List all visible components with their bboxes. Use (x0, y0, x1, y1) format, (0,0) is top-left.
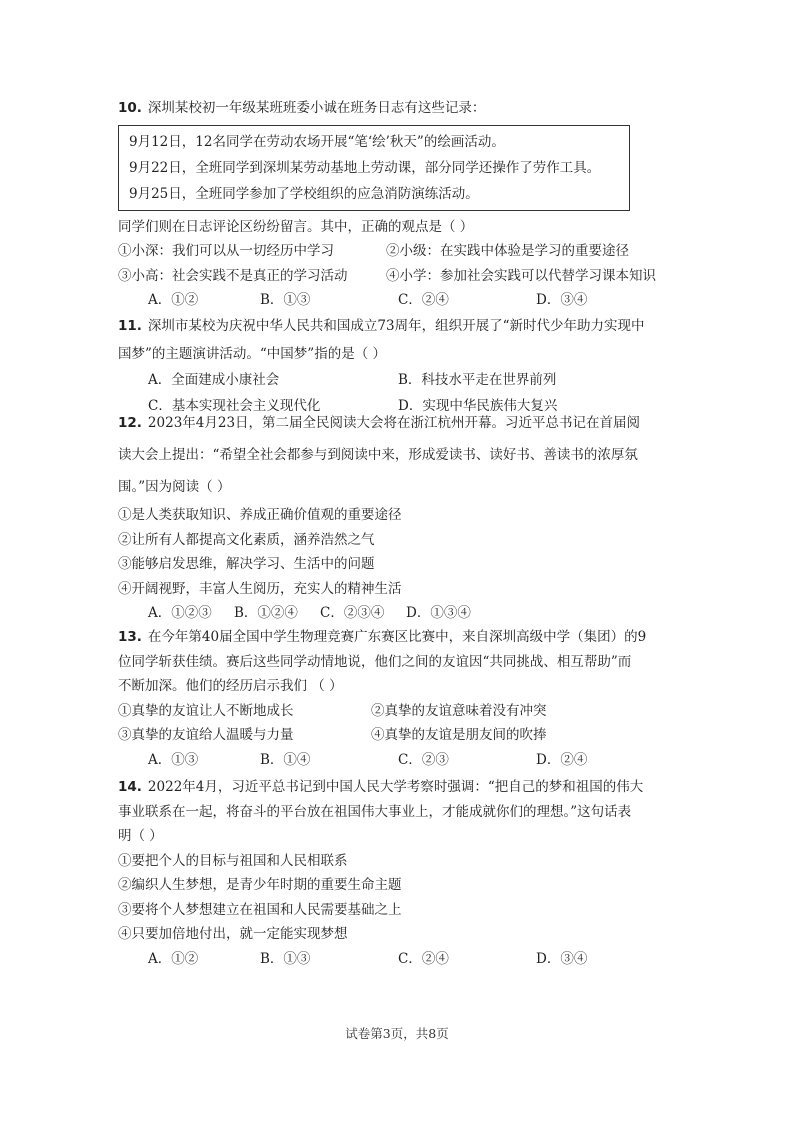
statement: ②真挚的友谊意味着没有冲突 (371, 702, 547, 719)
option-b: B．科技水平走在世界前列 (398, 371, 557, 388)
statement: ①小深：我们可以从一切经历中学习 (118, 243, 334, 259)
statement: ④开阔视野，丰富人生阅历，充实人的精神生活 (118, 580, 402, 597)
option-d: D．③④ (536, 292, 588, 308)
option-c: C．②③④ (320, 605, 385, 621)
question-number: 11. (118, 318, 142, 334)
statement: ④真挚的友谊是朋友间的吹捧 (371, 727, 547, 743)
question-stem: 深圳某校初一年级某班班委小诚在班务日志有这些记录： (147, 100, 486, 116)
statement: ②小级：在实践中体验是学习的重要途径 (386, 243, 629, 259)
question-stem: 明（ ） (118, 828, 163, 844)
answer-options (118, 288, 678, 313)
option-c: C．②④ (398, 292, 449, 308)
option-d: D．①③④ (406, 605, 471, 621)
option-a: A．全面建成小康社会 (148, 371, 280, 388)
answer-options (118, 748, 678, 773)
statement: ②编织人生梦想，是青少年时期的重要生命主题 (118, 877, 402, 893)
question-stem: 事业联系在一起，将奋斗的平台放在祖国伟大事业上，才能成就你们的理想。”这句话表 (118, 803, 632, 820)
question-stem: 在今年第40届全国中学生物理竞赛广东赛区比赛中，来自深圳高级中学（集团）的9 (147, 629, 647, 645)
question-13 (118, 625, 678, 772)
option-a: A．①② (148, 292, 199, 308)
record-line: 9月25日，全班同学参加了学校组织的应急消防演练活动。 (129, 185, 479, 202)
question-12 (118, 407, 678, 626)
option-c: C．②③ (398, 751, 449, 768)
option-a: A．①② (148, 950, 199, 967)
option-b: B．①②④ (234, 605, 298, 621)
option-d: D．③④ (536, 950, 588, 967)
option-d: D．②④ (536, 751, 588, 768)
question-stem: 围。”因为阅读（ ） (118, 479, 231, 495)
record-line: 9月12日，12名同学在劳动农场开展“笔‘绘’秋天”的绘画活动。 (129, 133, 505, 150)
question-stem: 读大会上提出：“希望全社会都参与到阅读中来，形成爱读书、读好书、善读书的浓厚氛 (118, 447, 638, 463)
statement: ①是人类获取知识、养成正确价值观的重要途径 (118, 507, 402, 523)
statement: ①真挚的友谊让人不断地成长 (118, 702, 294, 719)
question-number: 10. (118, 100, 142, 116)
question-14 (118, 775, 678, 971)
question-stem: 2023年4月23日，第二届全民阅读大会将在浙江杭州开幕。习近平总书记在首届阅 (147, 415, 641, 431)
statement: ④只要加倍地付出，就一定能实现梦想 (118, 926, 348, 942)
option-b: B．①③ (260, 292, 311, 308)
record-line: 9月22日，全班同学到深圳某劳动基地上劳动课，部分同学还操作了劳作工具。 (129, 159, 601, 176)
log-records-box (118, 125, 630, 211)
question-10 (118, 96, 678, 313)
question-stem: 位同学斩获佳绩。赛后这些同学动情地说，他们之间的友谊因“共同挑战、相互帮助”而 (118, 653, 632, 670)
question-11 (118, 310, 678, 419)
question-stem: 深圳市某校为庆祝中华人民共和国成立73周年，组织开展了“新时代少年助力实现中 (147, 318, 645, 334)
question-number: 12. (118, 415, 142, 431)
question-stem: 2022年4月，习近平总书记到中国人民大学考察时强调：“把自己的梦和祖国的伟大 (147, 779, 644, 795)
statement: ③真挚的友谊给人温暖与力量 (118, 727, 294, 743)
question-stem: 国梦”的主题演讲活动。“中国梦”指的是（ ） (118, 346, 386, 362)
question-stem: 不断加深。他们的经历启示我们 （ ） (118, 678, 343, 694)
answer-options (118, 947, 678, 972)
question-stem-continued: 同学们则在日志评论区纷纷留言。其中，正确的观点是（ ） (118, 218, 474, 235)
option-d: D．实现中华民族伟大复兴 (398, 397, 558, 414)
statement: ①要把个人的目标与祖国和人民相联系 (118, 852, 348, 869)
statement: ③小高：社会实践不是真正的学习活动 (118, 267, 348, 284)
answer-options (118, 601, 678, 626)
option-b: B．①④ (260, 751, 311, 768)
option-c: C．②④ (398, 950, 449, 967)
option-c: C．基本实现社会主义现代化 (148, 397, 321, 414)
question-number: 14. (118, 779, 142, 795)
statement: ③要将个人梦想建立在祖国和人民需要基础之上 (118, 901, 402, 918)
statement: ③能够启发思维，解决学习、生活中的问题 (118, 556, 375, 572)
option-a: A．①③ (148, 751, 199, 768)
answer-options (118, 367, 678, 393)
question-number: 13. (118, 629, 142, 645)
page-footer: 试卷第3页，共8页 (345, 1026, 449, 1041)
statement: ④小学：参加社会实践可以代替学习课本知识 (386, 267, 656, 284)
statement: ②让所有人都提高文化素质，涵养浩然之气 (118, 531, 375, 548)
option-b: B．①③ (260, 950, 311, 967)
option-a: A．①②③ (148, 605, 212, 621)
